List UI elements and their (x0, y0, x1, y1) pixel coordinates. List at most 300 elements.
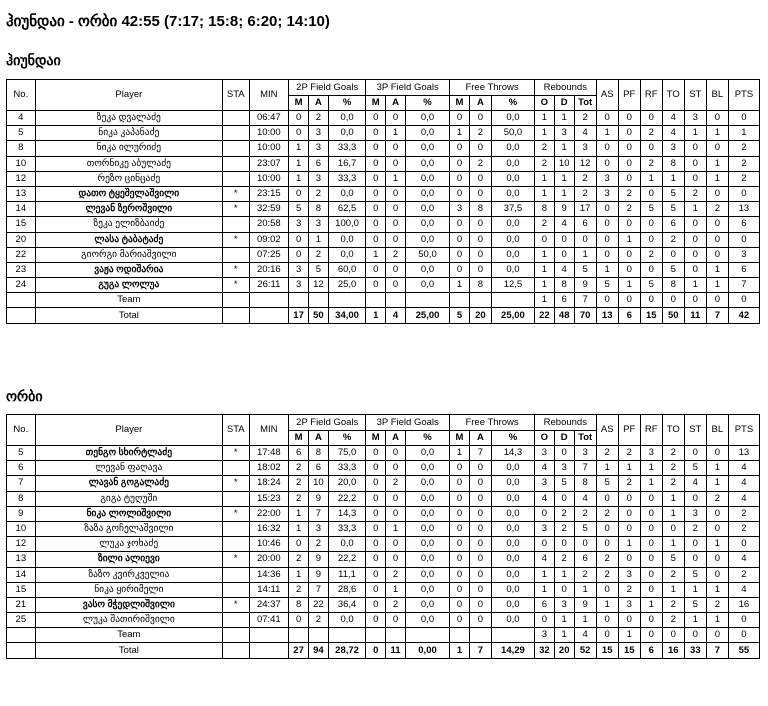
stat-o: 1 (534, 262, 554, 277)
player-row (7, 461, 760, 476)
header-3p-field-goals: 3P Field Goals (366, 415, 450, 431)
stat-pf: 0 (618, 126, 640, 141)
stat-fg2a: 6 (309, 461, 329, 476)
stat-fg3p: 0,0 (405, 171, 449, 186)
total-no-cell (7, 643, 36, 658)
total-ftm: 5 (450, 308, 470, 323)
stat-o: 1 (534, 171, 554, 186)
stat-pf: 2 (618, 186, 640, 201)
player-name: Team (35, 628, 222, 643)
jersey-number: 15 (7, 217, 36, 232)
stat-pts: 6 (728, 217, 759, 232)
stat-pf: 0 (618, 111, 640, 126)
stat-o: 2 (534, 141, 554, 156)
stat-pts: 0 (728, 613, 759, 628)
stat-fg2p: 20,0 (328, 476, 365, 491)
stat-rf: 0 (640, 217, 662, 232)
player-name: ლავან გოგალაძე (35, 476, 222, 491)
stat-fg2p: 36,4 (328, 597, 365, 612)
stat-ftp: 0,0 (491, 156, 534, 171)
jersey-number: 10 (7, 156, 36, 171)
stat-as: 5 (596, 476, 618, 491)
stat-fg3p: 0,0 (405, 537, 449, 552)
stat-as: 2 (596, 506, 618, 521)
total-fg2m: 17 (289, 308, 309, 323)
stat-fg2p (328, 293, 365, 308)
stat-fta: 0 (469, 461, 491, 476)
minutes: 32:59 (249, 202, 289, 217)
stat-fg3a (386, 293, 406, 308)
stat-fg3a: 0 (386, 491, 406, 506)
stat-st: 0 (684, 232, 706, 247)
stat-fg2m: 3 (289, 262, 309, 277)
stat-bl: 0 (706, 217, 728, 232)
stat-to: 0 (662, 521, 684, 536)
total-pf: 15 (618, 643, 640, 658)
starter-mark: * (223, 278, 249, 293)
stat-as: 1 (596, 262, 618, 277)
stat-fg2p: 11,1 (328, 567, 365, 582)
player-row (7, 171, 760, 186)
minutes: 10:00 (249, 126, 289, 141)
stat-pts: 4 (728, 491, 759, 506)
stat-o: 1 (534, 582, 554, 597)
stat-fg2a: 8 (309, 446, 329, 461)
stat-to: 2 (662, 232, 684, 247)
total-fta: 20 (469, 308, 491, 323)
stat-fg3m: 0 (366, 111, 386, 126)
stat-fg2p: 22,2 (328, 491, 365, 506)
stat-fg2m: 2 (289, 491, 309, 506)
player-name: ვასო მჭედლიშვილი (35, 597, 222, 612)
stat-pf: 3 (618, 567, 640, 582)
stat-fg3m: 0 (366, 613, 386, 628)
stat-ftp: 0,0 (491, 613, 534, 628)
total-pf: 6 (618, 308, 640, 323)
minutes: 14:11 (249, 582, 289, 597)
subheader-m: M (289, 96, 309, 111)
stat-st: 0 (684, 156, 706, 171)
stat-o: 0 (534, 232, 554, 247)
stat-d: 1 (554, 111, 574, 126)
starter-mark (223, 247, 249, 262)
stat-ftm: 0 (450, 262, 470, 277)
total-label: Total (35, 643, 222, 658)
stat-as: 0 (596, 141, 618, 156)
player-row (7, 476, 760, 491)
stat-fg2m: 0 (289, 613, 309, 628)
subheader-percent: % (405, 431, 449, 446)
stat-ftp: 0,0 (491, 186, 534, 201)
stat-fg3a: 1 (386, 126, 406, 141)
stat-bl: 1 (706, 537, 728, 552)
player-row (7, 446, 760, 461)
stat-ftm: 0 (450, 217, 470, 232)
subheader-a: A (469, 96, 491, 111)
minutes: 09:02 (249, 232, 289, 247)
stat-pts: 0 (728, 293, 759, 308)
stat-tot: 7 (574, 461, 596, 476)
stat-st: 0 (684, 262, 706, 277)
stat-fg2m: 0 (289, 111, 309, 126)
header-sta: STA (223, 415, 249, 446)
stat-ftm: 0 (450, 521, 470, 536)
stat-fg3m: 0 (366, 126, 386, 141)
jersey-number: 7 (7, 476, 36, 491)
stat-pf: 0 (618, 521, 640, 536)
stat-as: 1 (596, 461, 618, 476)
header-free-throws: Free Throws (450, 80, 535, 96)
stat-pf: 1 (618, 628, 640, 643)
stat-fta: 0 (469, 491, 491, 506)
stat-fg2m: 5 (289, 202, 309, 217)
stat-rf: 0 (640, 141, 662, 156)
stat-fta: 0 (469, 111, 491, 126)
subheader-d: D (554, 96, 574, 111)
stat-bl: 1 (706, 278, 728, 293)
subheader-m: M (366, 96, 386, 111)
starter-mark: * (223, 597, 249, 612)
stat-bl: 1 (706, 613, 728, 628)
stat-to: 6 (662, 217, 684, 232)
jersey-number: 4 (7, 111, 36, 126)
stat-fg2m: 0 (289, 247, 309, 262)
subheader-d: D (554, 431, 574, 446)
stat-st: 0 (684, 552, 706, 567)
stat-pf: 0 (618, 262, 640, 277)
stat-fg2p: 60,0 (328, 262, 365, 277)
header-rebounds: Rebounds (534, 80, 596, 96)
stat-o: 0 (534, 506, 554, 521)
stat-pf: 3 (618, 597, 640, 612)
stat-rf: 1 (640, 476, 662, 491)
stat-ftp: 0,0 (491, 582, 534, 597)
stat-ftp: 0,0 (491, 171, 534, 186)
stat-fg2m: 2 (289, 476, 309, 491)
player-name: ნიკა ყირიმელი (35, 582, 222, 597)
total-fta: 7 (469, 643, 491, 658)
stat-pts: 0 (728, 232, 759, 247)
stat-o: 6 (534, 597, 554, 612)
starter-mark (223, 217, 249, 232)
stat-pf: 0 (618, 156, 640, 171)
stat-bl: 0 (706, 567, 728, 582)
stat-o: 4 (534, 461, 554, 476)
stat-fg3p: 0,0 (405, 141, 449, 156)
stat-o: 0 (534, 613, 554, 628)
stat-st: 0 (684, 628, 706, 643)
stat-fta: 8 (469, 202, 491, 217)
stat-ftm: 0 (450, 491, 470, 506)
stat-ftm: 0 (450, 141, 470, 156)
jersey-number: 22 (7, 247, 36, 262)
stat-to: 8 (662, 156, 684, 171)
stat-pts: 0 (728, 628, 759, 643)
stat-ftp: 0,0 (491, 461, 534, 476)
stat-bl: 0 (706, 247, 728, 262)
stat-fg3p: 0,0 (405, 613, 449, 628)
stat-tot: 0 (574, 232, 596, 247)
stat-fg2p: 25,0 (328, 278, 365, 293)
starter-mark: * (223, 262, 249, 277)
player-name: ლუკა შათირიშვილი (35, 613, 222, 628)
stat-fg3a: 0 (386, 446, 406, 461)
minutes: 10:00 (249, 141, 289, 156)
stat-ftp: 0,0 (491, 217, 534, 232)
stat-o: 1 (534, 111, 554, 126)
stat-d: 0 (554, 582, 574, 597)
stat-st: 1 (684, 126, 706, 141)
total-ftp: 14,29 (491, 643, 534, 658)
stat-ftp: 50,0 (491, 126, 534, 141)
stat-ftm: 0 (450, 567, 470, 582)
stat-st: 0 (684, 537, 706, 552)
stat-pf: 0 (618, 552, 640, 567)
stat-fg3p: 0,0 (405, 262, 449, 277)
minutes: 17:48 (249, 446, 289, 461)
stat-fta (469, 293, 491, 308)
stat-to: 2 (662, 597, 684, 612)
header-2p-field-goals: 2P Field Goals (289, 80, 366, 96)
total-no-cell (7, 308, 36, 323)
stat-pf: 0 (618, 217, 640, 232)
stat-fg3m: 0 (366, 476, 386, 491)
stat-fg2a: 3 (309, 171, 329, 186)
stat-bl: 0 (706, 446, 728, 461)
stat-fg2a: 22 (309, 597, 329, 612)
header-sta: STA (223, 80, 249, 111)
starter-mark: * (223, 232, 249, 247)
stat-fta: 0 (469, 262, 491, 277)
stat-ftm: 0 (450, 461, 470, 476)
stat-pf: 0 (618, 293, 640, 308)
stat-fg3p: 0,0 (405, 491, 449, 506)
player-name: თორნიკე აბულაძე (35, 156, 222, 171)
total-min-cell (249, 308, 289, 323)
stat-st: 5 (684, 461, 706, 476)
stat-pts: 2 (728, 521, 759, 536)
stat-to: 1 (662, 491, 684, 506)
stat-pf: 1 (618, 461, 640, 476)
stat-tot: 2 (574, 111, 596, 126)
stat-o: 3 (534, 446, 554, 461)
stat-st: 0 (684, 446, 706, 461)
header-2p-field-goals: 2P Field Goals (289, 415, 366, 431)
stat-rf: 2 (640, 126, 662, 141)
stat-as: 0 (596, 232, 618, 247)
player-row (7, 126, 760, 141)
stat-as: 2 (596, 552, 618, 567)
stat-fg2m: 1 (289, 506, 309, 521)
stat-fg3a: 0 (386, 506, 406, 521)
player-name: ლასა ტაბატაძე (35, 232, 222, 247)
stat-st: 2 (684, 186, 706, 201)
stat-to: 5 (662, 186, 684, 201)
stat-fg2a (309, 293, 329, 308)
subheader-m: M (289, 431, 309, 446)
stat-d: 9 (554, 202, 574, 217)
stat-tot: 3 (574, 141, 596, 156)
stat-fg3p: 0,0 (405, 567, 449, 582)
subheader-m: M (450, 431, 470, 446)
total-st: 11 (684, 308, 706, 323)
stat-pts: 4 (728, 582, 759, 597)
stat-fta: 0 (469, 186, 491, 201)
player-row (7, 186, 760, 201)
stat-bl: 1 (706, 476, 728, 491)
stat-fg2m (289, 293, 309, 308)
player-row (7, 217, 760, 232)
stat-fg2p: 100,0 (328, 217, 365, 232)
stat-to: 4 (662, 126, 684, 141)
stat-rf: 0 (640, 521, 662, 536)
player-name: ზეკა დვალაძე (35, 111, 222, 126)
stat-fg2p: 16,7 (328, 156, 365, 171)
minutes: 10:00 (249, 171, 289, 186)
subheader-percent: % (405, 96, 449, 111)
stat-d: 4 (554, 217, 574, 232)
stat-o: 4 (534, 491, 554, 506)
stat-fg3p: 0,0 (405, 186, 449, 201)
stat-fg3m: 0 (366, 567, 386, 582)
stat-fg2m: 3 (289, 278, 309, 293)
player-name: თენგო სხირტლაძე (35, 446, 222, 461)
stat-fg2p: 75,0 (328, 446, 365, 461)
stat-st: 1 (684, 582, 706, 597)
stat-o: 4 (534, 552, 554, 567)
jersey-number: 12 (7, 537, 36, 552)
stat-fta (469, 628, 491, 643)
subheader-a: A (469, 431, 491, 446)
stat-to: 2 (662, 613, 684, 628)
stat-d: 1 (554, 628, 574, 643)
starter-mark (223, 293, 249, 308)
stat-fg2p: 33,3 (328, 461, 365, 476)
player-row (7, 156, 760, 171)
jersey-number: 12 (7, 171, 36, 186)
stat-pts: 2 (728, 506, 759, 521)
stat-fg3p: 50,0 (405, 247, 449, 262)
stat-fg3m: 0 (366, 186, 386, 201)
stat-ftp (491, 628, 534, 643)
stat-ftp (491, 293, 534, 308)
jersey-number: 14 (7, 202, 36, 217)
minutes: 22:00 (249, 506, 289, 521)
stat-fg2a: 5 (309, 262, 329, 277)
stat-fg3p: 0,0 (405, 111, 449, 126)
stat-d: 0 (554, 247, 574, 262)
stat-st: 3 (684, 506, 706, 521)
stat-ftm: 0 (450, 111, 470, 126)
subheader-a: A (386, 96, 406, 111)
stat-rf: 0 (640, 232, 662, 247)
stat-st: 3 (684, 111, 706, 126)
stat-as: 0 (596, 293, 618, 308)
total-rf: 6 (640, 643, 662, 658)
subheader-o: O (534, 431, 554, 446)
stat-to: 5 (662, 262, 684, 277)
stat-tot: 9 (574, 278, 596, 293)
stat-fg3a: 0 (386, 613, 406, 628)
stat-fg3p (405, 293, 449, 308)
stat-ftp: 0,0 (491, 262, 534, 277)
player-name: დათო ტყეშელაშვილი (35, 186, 222, 201)
stat-fg3a: 2 (386, 567, 406, 582)
player-name: ვაჟა ოდიშარია (35, 262, 222, 277)
stat-d: 1 (554, 567, 574, 582)
player-row (7, 141, 760, 156)
total-bl: 7 (706, 643, 728, 658)
stat-fg3p: 0,0 (405, 476, 449, 491)
stat-o: 1 (534, 126, 554, 141)
header-to: TO (662, 80, 684, 111)
header-bl: BL (706, 415, 728, 446)
stat-d: 6 (554, 293, 574, 308)
stat-as: 5 (596, 278, 618, 293)
stat-to: 2 (662, 446, 684, 461)
stat-o: 1 (534, 293, 554, 308)
stat-fg2p: 0,0 (328, 111, 365, 126)
stat-fg3a: 0 (386, 156, 406, 171)
stat-fg2a: 9 (309, 567, 329, 582)
stat-tot: 7 (574, 293, 596, 308)
header-rf: RF (640, 415, 662, 446)
stat-o: 3 (534, 476, 554, 491)
stat-rf: 2 (640, 156, 662, 171)
stat-fg2p: 0,0 (328, 232, 365, 247)
stat-bl: 0 (706, 293, 728, 308)
stat-pts: 4 (728, 461, 759, 476)
stat-fg3p: 0,0 (405, 582, 449, 597)
stat-o: 1 (534, 567, 554, 582)
stat-st: 0 (684, 171, 706, 186)
player-name: ზილი ალიევი (35, 552, 222, 567)
header-as: AS (596, 80, 618, 111)
stat-fg2p (328, 628, 365, 643)
stat-fg3a: 0 (386, 186, 406, 201)
stat-fg3m: 0 (366, 232, 386, 247)
total-ftm: 1 (450, 643, 470, 658)
stat-ftm: 0 (450, 232, 470, 247)
total-sta-cell (223, 308, 249, 323)
stat-as: 1 (596, 597, 618, 612)
stat-rf: 0 (640, 186, 662, 201)
stat-ftp: 0,0 (491, 597, 534, 612)
stat-fg2p: 33,3 (328, 521, 365, 536)
stat-o: 3 (534, 521, 554, 536)
stat-tot: 9 (574, 597, 596, 612)
stat-pts: 4 (728, 476, 759, 491)
stat-ftp: 0,0 (491, 537, 534, 552)
stat-st: 0 (684, 247, 706, 262)
player-row (7, 567, 760, 582)
stat-fg2a (309, 628, 329, 643)
player-row (7, 232, 760, 247)
total-to: 50 (662, 308, 684, 323)
stat-pts: 6 (728, 262, 759, 277)
jersey-number (7, 628, 36, 643)
stat-fg2m: 6 (289, 446, 309, 461)
stat-tot: 1 (574, 582, 596, 597)
stat-fg3m: 0 (366, 552, 386, 567)
stat-d: 5 (554, 476, 574, 491)
player-name: რეზო ცინცაძე (35, 171, 222, 186)
stat-ftp: 0,0 (491, 552, 534, 567)
player-name: ლევან ზეროშვილი (35, 202, 222, 217)
player-row (7, 278, 760, 293)
stat-ftp: 0,0 (491, 232, 534, 247)
stat-fta: 0 (469, 567, 491, 582)
